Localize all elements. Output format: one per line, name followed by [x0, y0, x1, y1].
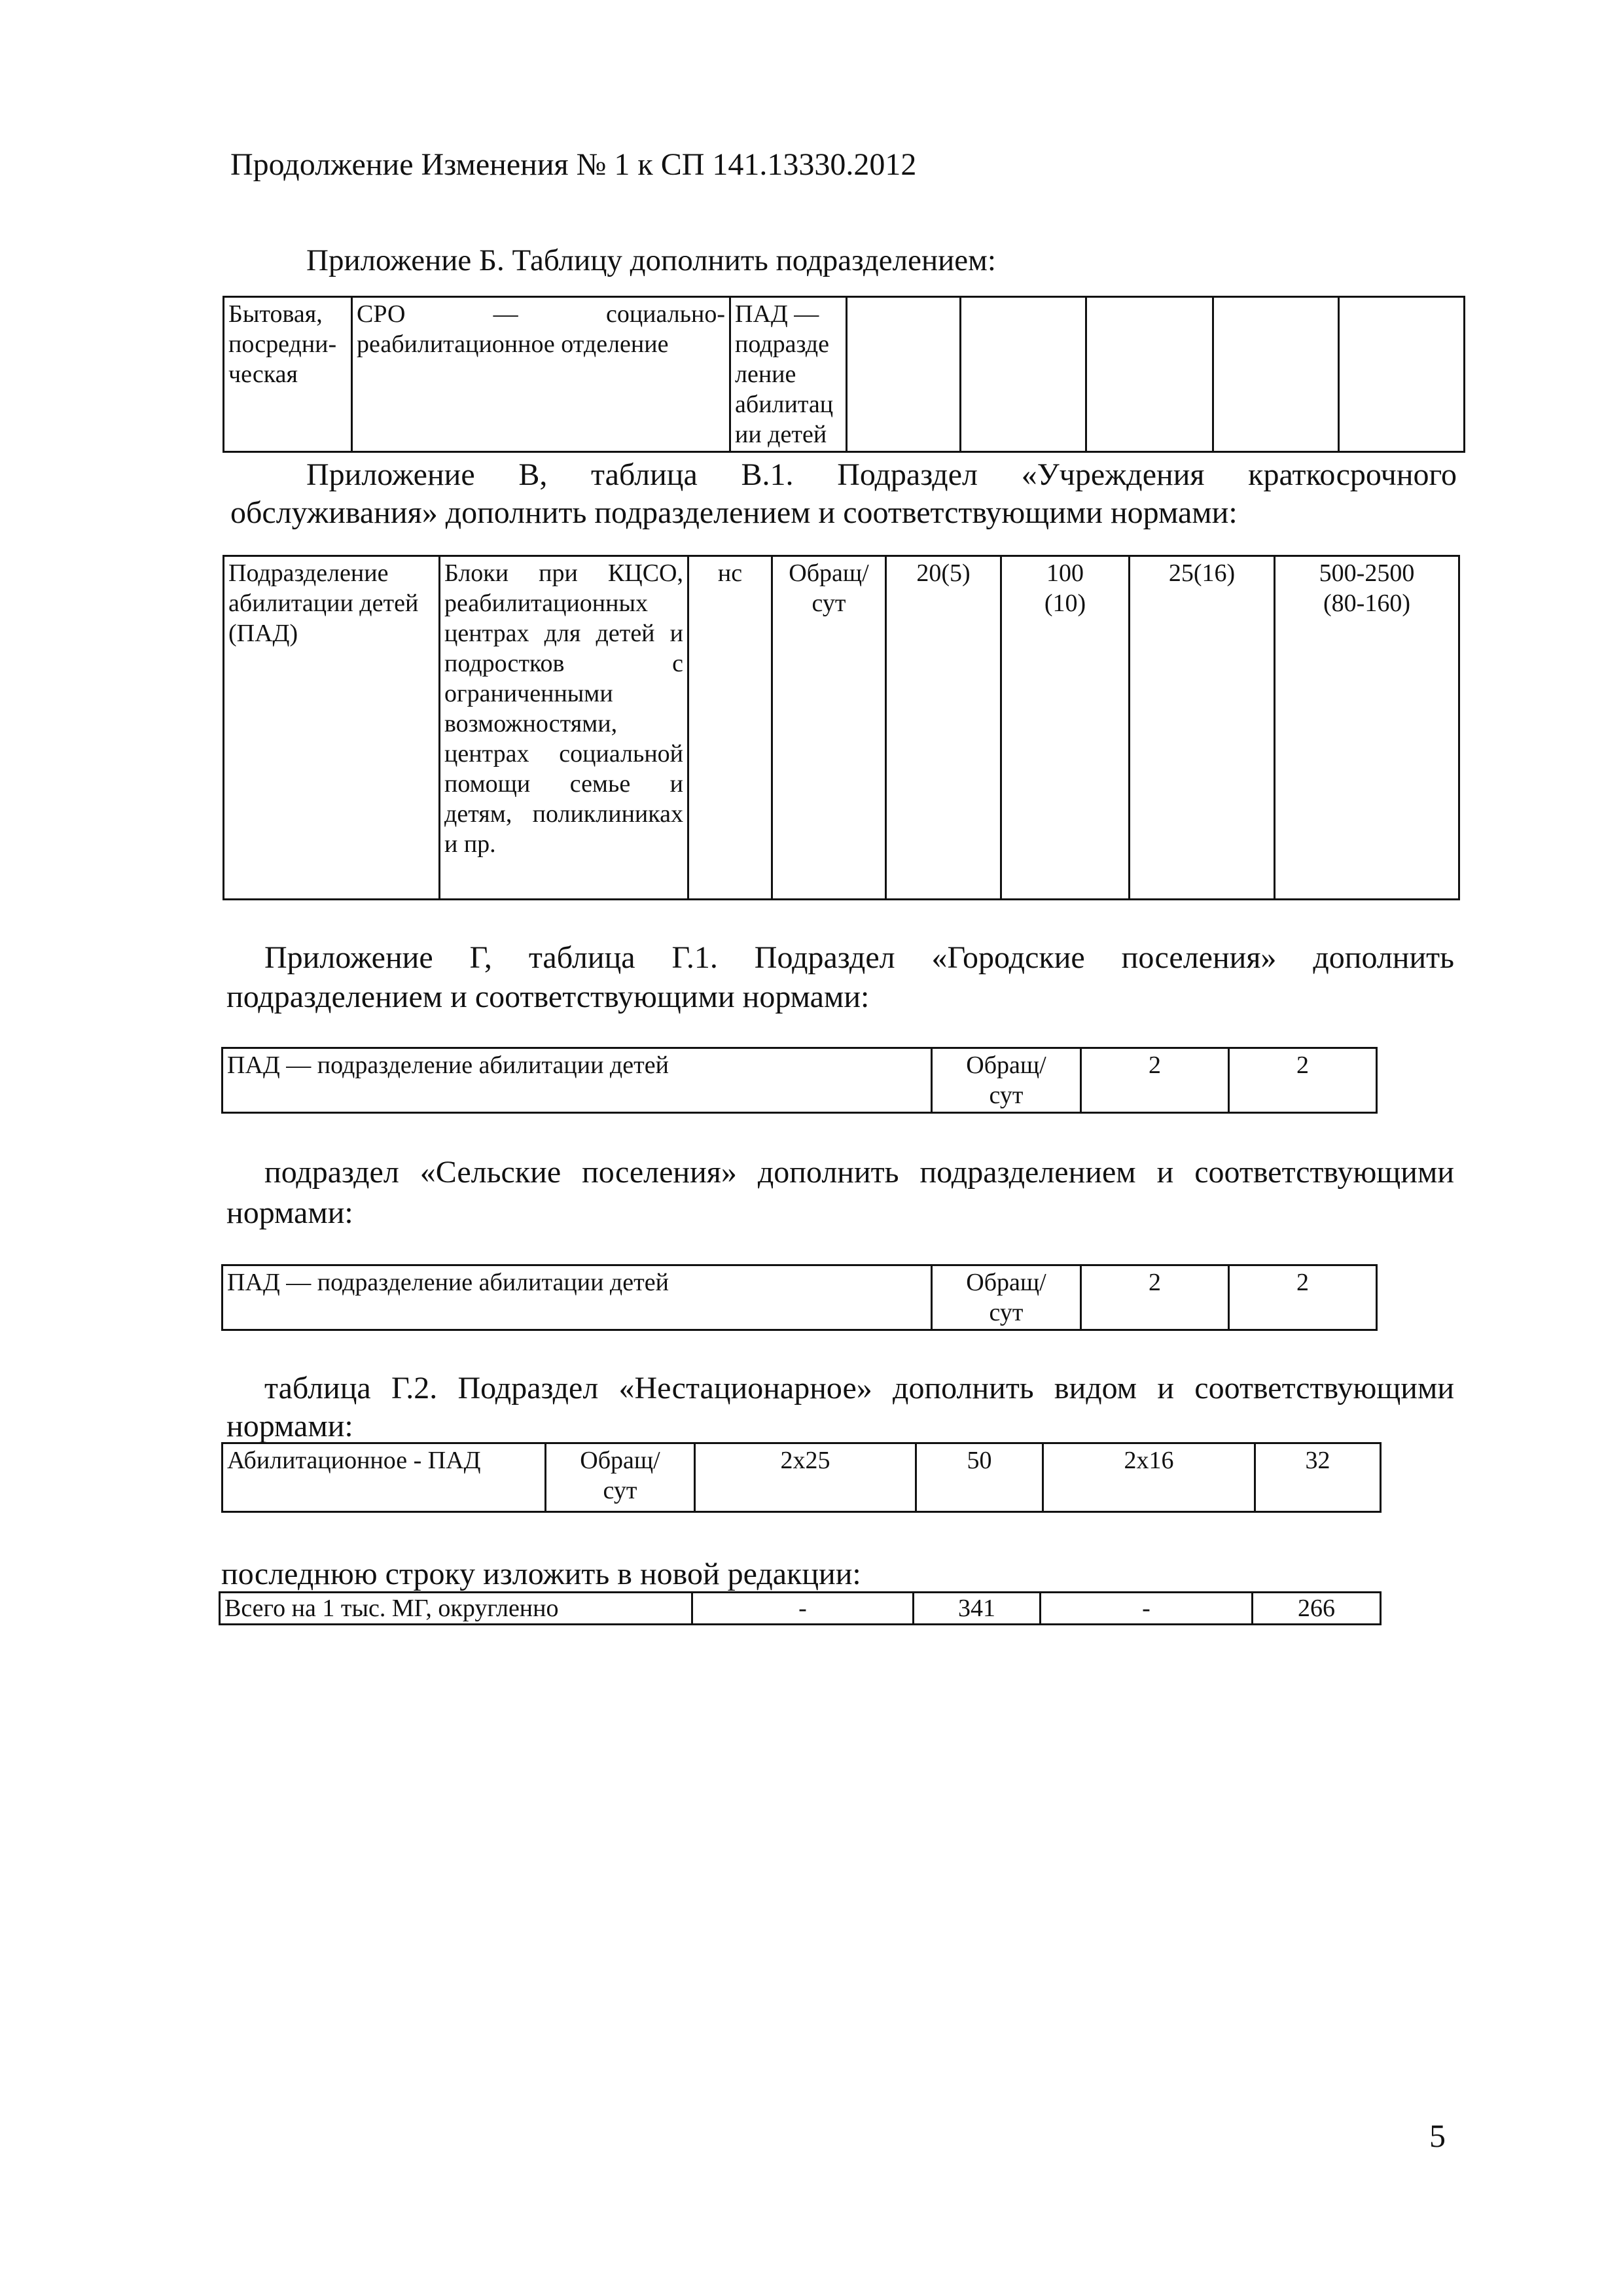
last-row-table	[219, 1591, 1382, 1625]
section-g2-table	[221, 1442, 1382, 1513]
table-cell: 100 (10)	[1001, 556, 1130, 900]
table-cell: Обращ/ сут	[932, 1048, 1081, 1113]
section-g2-heading-line1: таблица Г.2. Подраздел «Нестационарное» дополнить видом и соответствующими	[264, 1371, 1455, 1405]
table-cell: Бытовая, посредни- ческая	[224, 297, 352, 452]
table-cell: 50	[916, 1443, 1043, 1512]
table-cell: 20(5)	[886, 556, 1001, 900]
table-cell: Подразделение абилитации детей (ПАД)	[224, 556, 440, 900]
section-g1-rural-heading-line2: нормами:	[226, 1195, 353, 1230]
section-g1-heading-line1: Приложение Г, таблица Г.1. Подраздел «Городские поселения» дополнить	[264, 940, 1455, 975]
table-cell: Обращ/ сут	[546, 1443, 695, 1512]
table-cell: Всего на 1 тыс. МГ, округленно	[220, 1593, 692, 1625]
last-row-heading: последнюю строку изложить в новой редакции:	[221, 1557, 861, 1591]
table-cell: Блоки при КЦСО, реабилитационных центрах для детей и подростков с ограниченными возможностями, центрах социальной помощи семье и детям, поликлиниках и пр.	[440, 556, 688, 900]
table-cell: 2х16	[1043, 1443, 1255, 1512]
table-cell: ПАД — подразде ление абилитац ии детей	[730, 297, 847, 452]
page-number: 5	[1429, 2117, 1446, 2154]
table-row	[220, 1593, 1381, 1625]
table-cell: 2	[1081, 1265, 1229, 1330]
table-cell: 500-2500 (80-160)	[1275, 556, 1459, 900]
table-row	[223, 1048, 1377, 1113]
table-cell: 266	[1253, 1593, 1381, 1625]
table-cell: нс	[688, 556, 772, 900]
table-row	[223, 1443, 1381, 1512]
table-cell: -	[1041, 1593, 1253, 1625]
section-b-table	[223, 296, 1465, 453]
table-cell: Абилитационное - ПАД	[223, 1443, 546, 1512]
section-v-heading-line2: обслуживания» дополнить подразделением и соответствующими нормами:	[230, 495, 1238, 530]
document-header: Продолжение Изменения № 1 к СП 141.13330.2012	[230, 147, 917, 182]
table-cell: 341	[914, 1593, 1041, 1625]
table-cell: Обращ/ сут	[932, 1265, 1081, 1330]
table-cell	[1086, 297, 1213, 452]
table-cell: ПАД — подразделение абилитации детей	[223, 1265, 932, 1330]
table-cell: 32	[1255, 1443, 1381, 1512]
table-cell: 2х25	[695, 1443, 916, 1512]
section-g2-heading-line2: нормами:	[226, 1409, 353, 1443]
section-g1-heading-line2: подразделением и соответствующими нормами:	[226, 980, 870, 1014]
table-cell	[847, 297, 961, 452]
table-cell	[1339, 297, 1465, 452]
section-g1-rural-heading-line1: подраздел «Сельские поселения» дополнить подразделением и соответствующими	[264, 1155, 1455, 1190]
table-cell	[1213, 297, 1339, 452]
section-v-table	[223, 555, 1460, 900]
section-g1-table	[221, 1047, 1378, 1114]
section-b-heading: Приложение Б. Таблицу дополнить подразделением:	[306, 243, 996, 277]
table-cell: ПАД — подразделение абилитации детей	[223, 1048, 932, 1113]
table-row	[223, 1265, 1377, 1330]
section-v-heading-line1: Приложение В, таблица В.1. Подраздел «Учреждения краткосрочного	[306, 457, 1457, 492]
table-row	[224, 556, 1459, 900]
table-cell: 2	[1081, 1048, 1229, 1113]
table-cell: 25(16)	[1130, 556, 1275, 900]
table-cell: -	[692, 1593, 914, 1625]
table-cell	[961, 297, 1086, 452]
table-cell: 2	[1229, 1265, 1377, 1330]
table-cell: Обращ/ сут	[772, 556, 886, 900]
table-cell: СРО — социально-реабилитационное отделение	[352, 297, 730, 452]
table-row	[224, 297, 1465, 452]
section-g1-rural-table	[221, 1264, 1378, 1331]
table-cell: 2	[1229, 1048, 1377, 1113]
